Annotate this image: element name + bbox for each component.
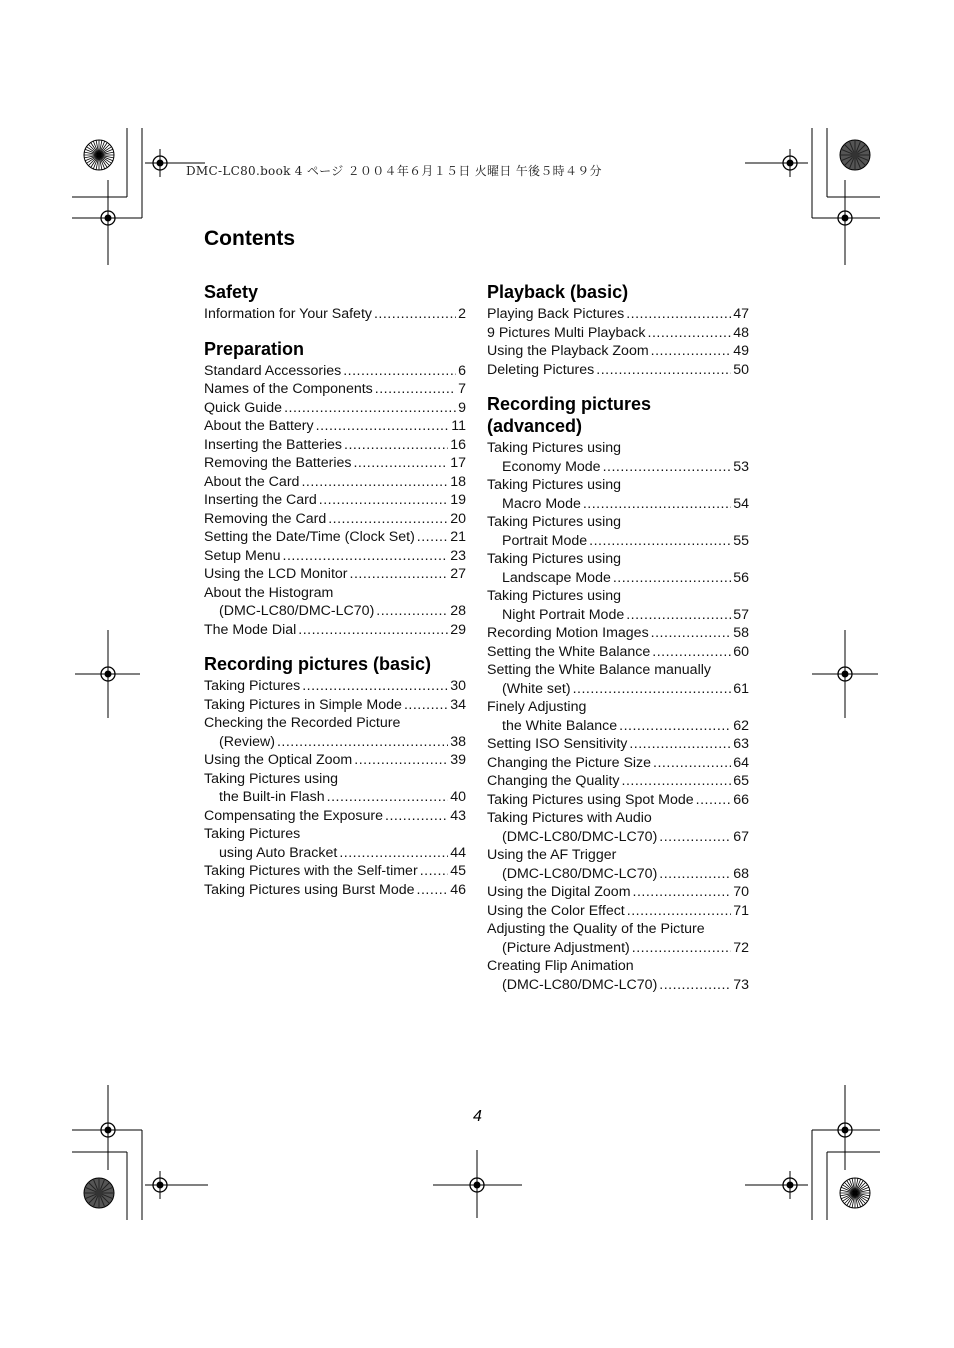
toc-entry[interactable]: [204, 881, 466, 900]
toc-entry-page: 71: [733, 902, 749, 919]
toc-entry-title: Using the Color Effect: [487, 902, 625, 919]
dot-leader: [354, 751, 448, 770]
toc-entry-page: 62: [733, 717, 749, 734]
toc-entry-page: 70: [733, 884, 749, 900]
dot-leader: [353, 454, 448, 473]
toc-entry-title: Deleting Pictures: [487, 361, 595, 378]
toc-entry[interactable]: [487, 439, 749, 476]
toc-entry[interactable]: [487, 772, 749, 791]
toc-entry-title: About the Histogram: [204, 584, 334, 601]
toc-entry-title: Inserting the Card: [204, 492, 317, 508]
section-heading: [204, 336, 466, 360]
toc-entry-title: Using the Digital Zoom: [487, 884, 631, 900]
toc-section: [487, 391, 749, 994]
toc-entry[interactable]: [487, 643, 749, 662]
toc-entry-title: Taking Pictures with Audio: [487, 810, 652, 826]
toc-entry-title: Macro Mode: [502, 495, 581, 512]
toc-entry-page: 58: [733, 625, 749, 641]
toc-entry-title: Using the AF Trigger: [487, 847, 617, 863]
dot-leader: [651, 624, 732, 643]
dot-leader: [626, 305, 731, 324]
dot-leader: [633, 883, 732, 902]
toc-entry[interactable]: [487, 342, 749, 361]
toc-entry-page: 17: [450, 455, 466, 471]
dot-leader: [327, 788, 449, 807]
toc-left-column: [204, 279, 466, 911]
dot-leader: [375, 380, 456, 399]
toc-entry-title: the White Balance: [502, 717, 618, 734]
toc-entry[interactable]: [204, 362, 466, 381]
toc-entry-page: 48: [733, 324, 749, 341]
page-number: 4: [473, 1108, 482, 1125]
toc-entry-title: Information for Your Safety: [204, 306, 372, 322]
toc-entry[interactable]: [487, 902, 749, 921]
toc-entry-page: 7: [458, 381, 466, 397]
toc-entry-title: Changing the Quality: [487, 773, 620, 789]
toc-entry-title: Using the LCD Monitor: [204, 566, 348, 582]
toc-entry-page: 72: [733, 939, 749, 956]
dot-leader: [619, 717, 731, 736]
toc-entry-page: 45: [450, 863, 466, 879]
toc-entry-title: 9 Pictures Multi Playback: [487, 324, 646, 341]
toc-entry[interactable]: [204, 547, 466, 566]
section-heading: [487, 279, 749, 303]
dot-leader: [659, 976, 731, 995]
toc-entry-title: (DMC-LC80/DMC-LC70): [219, 603, 375, 619]
toc-entry-title: Recording Motion Images: [487, 625, 649, 641]
toc-entry-page: 64: [733, 754, 749, 771]
section-heading: [204, 279, 466, 303]
toc-entry[interactable]: [487, 735, 749, 754]
toc-entry-title: Night Portrait Mode: [502, 606, 625, 623]
toc-entry-title: Setup Menu: [204, 547, 281, 564]
toc-entry[interactable]: [204, 862, 466, 881]
toc-entry-page: 60: [733, 643, 749, 660]
toc-entry-title: Economy Mode: [502, 458, 601, 475]
toc-entry[interactable]: [204, 305, 466, 324]
toc-entry-title: Inserting the Batteries: [204, 436, 343, 453]
dot-leader: [374, 305, 456, 324]
toc-entry-page: 65: [733, 773, 749, 789]
toc-entry[interactable]: [487, 809, 749, 846]
toc-entry-title: Taking Pictures using: [487, 477, 622, 493]
toc-entry-title: Names of the Components: [204, 381, 373, 397]
toc-entry-title: Changing the Picture Size: [487, 754, 652, 771]
dot-leader: [350, 565, 449, 584]
toc-entry-page: 39: [450, 752, 466, 768]
dot-leader: [622, 772, 732, 791]
toc-section: [204, 279, 466, 324]
dot-leader: [385, 807, 448, 826]
toc-right-column: [487, 279, 749, 1006]
toc-entry[interactable]: [487, 957, 749, 994]
section-heading-text: Recording pictures: [487, 394, 652, 414]
toc-entry-page: 9: [458, 399, 466, 416]
toc-entry[interactable]: [204, 770, 466, 807]
toc-entry-title: About the Card: [204, 473, 300, 490]
toc-entry-title: Quick Guide: [204, 399, 283, 416]
dot-leader: [420, 862, 449, 881]
dot-leader: [417, 528, 448, 547]
dot-leader: [651, 342, 732, 361]
toc-entry[interactable]: [204, 436, 466, 455]
dot-leader: [328, 510, 448, 529]
toc-entry-page: 47: [733, 306, 749, 322]
toc-entry-page: 53: [733, 458, 749, 475]
dot-leader: [648, 324, 732, 343]
toc-entry-title: Taking Pictures: [204, 678, 301, 694]
dot-leader: [301, 473, 448, 492]
toc-entry[interactable]: [204, 584, 466, 621]
section-heading-text: (advanced): [487, 416, 583, 436]
dot-leader: [284, 399, 456, 418]
toc-entry-page: 49: [733, 343, 749, 359]
dot-leader: [653, 754, 731, 773]
toc-entry[interactable]: [487, 624, 749, 643]
toc-entry-page: 34: [450, 696, 466, 713]
dot-leader: [404, 696, 448, 715]
toc-entry-title: Playing Back Pictures: [487, 306, 625, 322]
toc-entry[interactable]: [204, 565, 466, 584]
dot-leader: [302, 677, 448, 696]
toc-entry-title: (DMC-LC80/DMC-LC70): [502, 865, 658, 882]
toc-section: [204, 336, 466, 640]
dot-leader: [629, 735, 731, 754]
toc-entry-page: 55: [733, 532, 749, 549]
toc-entry-title: Taking Pictures using Burst Mode: [204, 881, 415, 898]
toc-entry-title: using Auto Bracket: [219, 844, 338, 861]
toc-entry[interactable]: [204, 807, 466, 826]
toc-entry[interactable]: [204, 473, 466, 492]
toc-entry[interactable]: [487, 698, 749, 735]
toc-entry-title: Taking Pictures using: [487, 514, 622, 530]
printer-header-stamp: DMC-LC80.book 4 ページ ２００４年６月１５日 火曜日 午後５時４９分: [186, 164, 602, 178]
toc-entry-page: 6: [458, 362, 466, 379]
toc-entry-page: 61: [733, 680, 749, 697]
section-heading-text: Safety: [204, 282, 259, 302]
toc-entry-page: 50: [733, 361, 749, 378]
toc-entry-title: Setting the Date/Time (Clock Set): [204, 529, 415, 545]
toc-entry-page: 40: [450, 789, 466, 805]
toc-entry[interactable]: [204, 621, 466, 640]
toc-entry-page: 23: [450, 547, 466, 564]
toc-entry-title: Setting ISO Sensitivity: [487, 736, 628, 752]
dot-leader: [659, 865, 731, 884]
dot-leader: [613, 569, 731, 588]
toc-entry-page: 54: [733, 495, 749, 512]
toc-entry[interactable]: [487, 661, 749, 698]
toc-entry[interactable]: [487, 846, 749, 883]
toc-entry-title: Setting the White Balance: [487, 643, 651, 660]
dot-leader: [696, 791, 732, 810]
toc-entry[interactable]: [487, 305, 749, 324]
dot-leader: [626, 606, 731, 625]
toc-entry-page: 21: [450, 529, 466, 545]
toc-entry[interactable]: [204, 825, 466, 862]
page-title: Contents: [204, 227, 295, 250]
toc-entry-page: 44: [450, 844, 466, 861]
dot-leader: [659, 828, 731, 847]
dot-leader: [316, 417, 450, 436]
toc-entry[interactable]: [487, 883, 749, 902]
toc-section: [487, 279, 749, 379]
toc-entry-title: Using the Playback Zoom: [487, 343, 649, 359]
toc-entry[interactable]: [204, 399, 466, 418]
toc-entry[interactable]: [487, 754, 749, 773]
toc-entry-title: (White set): [502, 680, 571, 697]
toc-entry-title: Setting the White Balance manually: [487, 662, 711, 678]
dot-leader: [589, 532, 731, 551]
toc-entry-title: (Picture Adjustment): [502, 939, 630, 956]
toc-entry-title: Creating Flip Animation: [487, 958, 634, 974]
toc-entry[interactable]: [487, 587, 749, 624]
toc-section: [204, 651, 466, 899]
toc-entry-page: 20: [450, 510, 466, 527]
toc-entry-page: 43: [450, 807, 466, 824]
toc-entry-page: 46: [450, 881, 466, 898]
dot-leader: [283, 547, 449, 566]
toc-entry-page: 2: [458, 306, 466, 322]
toc-entry-title: Using the Optical Zoom: [204, 752, 353, 768]
toc-entry-title: Taking Pictures: [204, 826, 301, 842]
toc-entry-title: About the Battery: [204, 418, 314, 434]
toc-entry[interactable]: [204, 677, 466, 696]
toc-entry-page: 18: [450, 473, 466, 490]
toc-entry[interactable]: [204, 528, 466, 547]
toc-entry-page: 57: [733, 606, 749, 623]
dot-leader: [573, 680, 732, 699]
toc-entry-title: Taking Pictures using: [487, 588, 622, 604]
dot-leader: [417, 881, 449, 900]
dot-leader: [596, 361, 731, 380]
toc-entry-page: 28: [450, 603, 466, 619]
toc-entry-page: 56: [733, 569, 749, 586]
toc-entry-title: (DMC-LC80/DMC-LC70): [502, 828, 658, 845]
toc-entry[interactable]: [204, 380, 466, 399]
toc-entry-title: Removing the Card: [204, 510, 327, 527]
toc-entry-title: Finely Adjusting: [487, 699, 587, 715]
toc-entry[interactable]: [204, 510, 466, 529]
toc-entry-page: 27: [450, 566, 466, 582]
toc-entry[interactable]: [487, 324, 749, 343]
toc-entry[interactable]: [204, 417, 466, 436]
dot-leader: [298, 621, 448, 640]
toc-entry-title: Removing the Batteries: [204, 455, 352, 471]
toc-entry-title: Compensating the Exposure: [204, 807, 384, 824]
section-heading-text: Preparation: [204, 338, 305, 359]
toc-entry-page: 30: [450, 678, 466, 694]
toc-entry-title: Standard Accessories: [204, 362, 342, 379]
section-heading: [204, 651, 466, 675]
toc-entry[interactable]: [487, 476, 749, 513]
section-heading: [487, 391, 749, 437]
toc-entry-title: (Review): [219, 733, 275, 750]
toc-entry-page: 63: [733, 736, 749, 752]
toc-entry-title: Taking Pictures using Spot Mode: [487, 791, 694, 808]
toc-entry-title: Taking Pictures using: [487, 440, 622, 456]
dot-leader: [627, 902, 731, 921]
toc-entry-title: Landscape Mode: [502, 569, 611, 586]
toc-entry-title: the Built-in Flash: [219, 789, 325, 805]
dot-leader: [343, 362, 456, 381]
toc-entry[interactable]: [487, 361, 749, 380]
toc-entry-title: (DMC-LC80/DMC-LC70): [502, 976, 658, 993]
toc-entry-page: 66: [733, 791, 749, 808]
dot-leader: [339, 844, 448, 863]
toc-entry[interactable]: [204, 454, 466, 473]
dot-leader: [376, 602, 448, 621]
toc-entry-page: 29: [450, 621, 466, 638]
dot-leader: [277, 733, 448, 752]
dot-leader: [603, 458, 732, 477]
toc-entry-page: 19: [450, 492, 466, 508]
toc-entry-title: The Mode Dial: [204, 621, 297, 638]
toc-entry-page: 38: [450, 733, 466, 750]
toc-entry[interactable]: [487, 791, 749, 810]
toc-entry[interactable]: [487, 920, 749, 957]
toc-entry-page: 68: [733, 865, 749, 882]
toc-entry-page: 11: [451, 418, 466, 434]
toc-entry-page: 73: [733, 976, 749, 993]
toc-entry-title: Taking Pictures in Simple Mode: [204, 696, 402, 713]
dot-leader: [344, 436, 448, 455]
section-heading-text: Playback (basic): [487, 282, 629, 302]
toc-entry-title: Checking the Recorded Picture: [204, 715, 401, 731]
toc-entry-title: Adjusting the Quality of the Picture: [487, 921, 705, 937]
toc-entry[interactable]: [204, 696, 466, 715]
dot-leader: [583, 495, 731, 514]
toc-entry[interactable]: [204, 714, 466, 751]
dot-leader: [652, 643, 731, 662]
dot-leader: [632, 939, 731, 958]
toc-entry[interactable]: [487, 513, 749, 550]
toc-entry-title: Portrait Mode: [502, 532, 588, 549]
toc-entry[interactable]: [204, 491, 466, 510]
toc-entry[interactable]: [204, 751, 466, 770]
dot-leader: [319, 491, 448, 510]
toc-entry-page: 16: [450, 436, 466, 453]
toc-entry-title: Taking Pictures using: [204, 770, 339, 787]
toc-entry-title: Taking Pictures with the Self-timer: [204, 863, 418, 879]
section-heading-text: Recording pictures (basic): [204, 654, 432, 674]
toc-entry-title: Taking Pictures using: [487, 551, 622, 567]
toc-entry-page: 67: [733, 828, 749, 845]
toc-entry[interactable]: [487, 550, 749, 587]
